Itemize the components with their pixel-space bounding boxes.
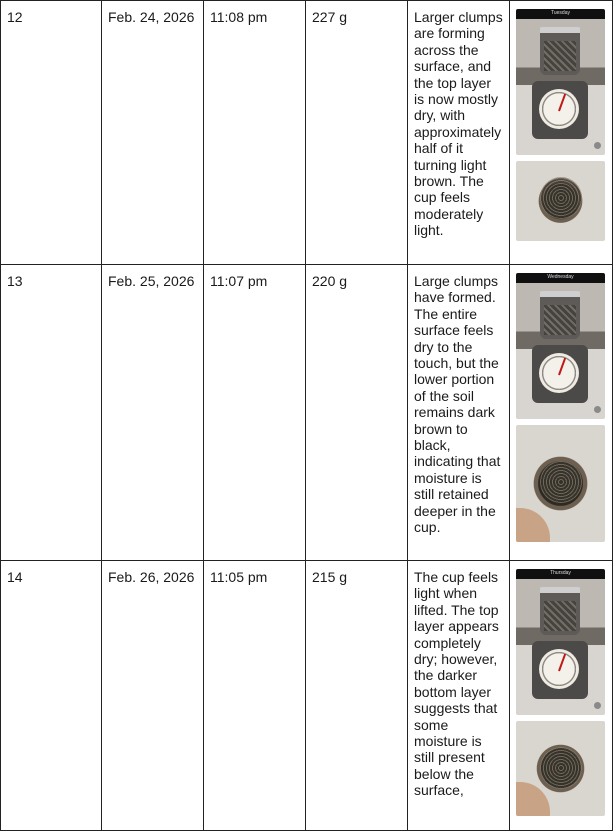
- hand-shape: [516, 508, 550, 542]
- soil-top-photo: [516, 425, 605, 542]
- photo-control-dot: [594, 702, 601, 709]
- scale-photo: [516, 9, 605, 155]
- time-cell: 11:05 pm: [204, 561, 306, 831]
- day-cell: 14: [1, 561, 102, 831]
- photo-header-text: Tuesday: [551, 10, 570, 16]
- cup-shape: [540, 587, 580, 635]
- mass-cell: 227 g: [306, 1, 408, 265]
- soil-top-photo: [516, 161, 605, 241]
- cup-shape: [540, 291, 580, 339]
- observation-cell: [408, 265, 510, 561]
- day-cell: 12: [1, 1, 102, 265]
- photo-cell: [510, 1, 613, 265]
- scale-photo: [516, 569, 605, 715]
- observation-cell: [408, 1, 510, 265]
- cup-shape: [540, 27, 580, 75]
- date-cell: Feb. 24, 2026: [102, 1, 204, 265]
- soil-surface: [540, 747, 582, 789]
- scale-photo: [516, 273, 605, 419]
- photo-cell: [510, 265, 613, 561]
- photo-header-text: Thursday: [550, 570, 571, 576]
- table-row: [1, 1, 613, 265]
- photo-control-dot: [594, 142, 601, 149]
- observation-text: Large clumps have formed. The entire surface feels dry to the touch, but the lower portion of the soil remains dark brown to black, indicating that moisture is still retained deeper in the cup.: [414, 273, 501, 536]
- date-cell: Feb. 25, 2026: [102, 265, 204, 561]
- soil-top-photo: [516, 721, 605, 816]
- date-cell: Feb. 26, 2026: [102, 561, 204, 831]
- table-row: [1, 561, 613, 831]
- time-cell: 11:08 pm: [204, 1, 306, 265]
- photo-cell: [510, 561, 613, 831]
- hand-shape: [516, 782, 550, 816]
- soil-surface: [540, 461, 582, 503]
- observation-text: The cup feels light when lifted. The top layer appears completely dry; however, the darker bottom layer suggests that some moisture is still present below the surface,: [414, 569, 499, 799]
- observation-text: Larger clumps are forming across the surface, and the top layer is now mostly dry, with approximately half of it turning light brown. The cup feels moderately light.: [414, 9, 503, 239]
- photo-control-dot: [594, 406, 601, 413]
- time-cell: 11:07 pm: [204, 265, 306, 561]
- mass-cell: 220 g: [306, 265, 408, 561]
- observation-cell: [408, 561, 510, 831]
- day-cell: 13: [1, 265, 102, 561]
- soil-surface: [540, 177, 582, 219]
- table-row: [1, 265, 613, 561]
- photo-header-text: Wednesday: [547, 274, 574, 280]
- mass-cell: 215 g: [306, 561, 408, 831]
